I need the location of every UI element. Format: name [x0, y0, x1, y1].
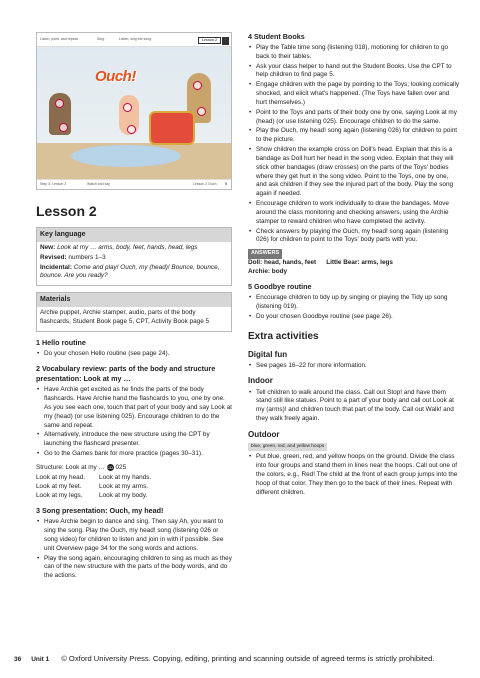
section-song-title: 3 Song presentation: Ouch, my head!: [36, 506, 164, 516]
digital-fun-list: [248, 362, 460, 371]
thumb-footer-right: Lesson 2 Ouch: [193, 182, 217, 186]
thumb-answer-circle: [127, 125, 136, 134]
thumb-answer-circle: [197, 107, 206, 116]
section-vocab-list: [36, 386, 232, 459]
section-goodbye-title: 5 Goodbye routine: [248, 282, 312, 292]
copyright-notice: © Oxford University Press. Copying, editing, printing and scanning outside of agreed terms is strictly prohibited.: [61, 654, 435, 663]
thumb-drum: [149, 111, 195, 145]
thumb-footer-num: 5: [225, 182, 227, 186]
thumb-answer-circle: [55, 99, 64, 108]
list-item: • Play the Ouch, my head! song again (listening 026) for children to point to the picture.: [248, 127, 460, 145]
outdoor-list: [248, 453, 460, 497]
list-item: • Engage children with the page by pointing to the Toys; looking comically shocked, and elicit what's happened. (The Toys have fallen over and hurt themselves.): [248, 81, 460, 107]
thumb-header-right: Listen, sing the song.: [119, 37, 153, 41]
answers-line: Archie: body: [248, 267, 288, 275]
list-item: • Encourage children to work individually to draw the bandages. Move around the class monitoring and checking answers, using the Archie stamper to reward children who have completed the activity.: [248, 200, 460, 226]
thumb-header-left: Listen, point, and repeat.: [40, 37, 79, 41]
page-footer: [14, 654, 474, 665]
thumb-ouch-title: Ouch!: [95, 68, 136, 85]
materials-box: [36, 292, 232, 331]
list-item: • Encourage children to tidy up by singing or playing the Tidy up song (listening 019).: [248, 294, 460, 312]
materials-title: Materials: [37, 293, 231, 307]
unit-label: Unit 1: [31, 656, 50, 663]
indoor-list: [248, 389, 460, 424]
list-item: • Play the song again, encouraging children to sing as much as they can of the new structure with the parts of the body words, and do the actions.: [36, 555, 232, 581]
thumb-rug: [71, 145, 181, 167]
thumb-answer-circle: [193, 81, 202, 90]
page-number: 36: [14, 656, 22, 663]
list-item: • Have Archie begin to dance and sing. Then say Ah, you want to sing the song. Play the Ouch, my head! song (listening 026 or song video) for children to listen and join in with if possible. See unit Overview page 34 for the song words and actions.: [36, 518, 232, 553]
key-language-incidental: Incidental: Come and play! Ouch, my (head)! Bounce, bounce, bounce. Are you ready?: [40, 263, 220, 280]
section-song-list: [36, 518, 232, 581]
key-language-revised: Revised: numbers 1–3: [40, 253, 106, 261]
section-vocab-title: 2 Vocabulary review: parts of the body and structure presentation: Look at my …: [36, 364, 216, 384]
structure-block: [36, 464, 232, 501]
list-item: • Tell children to walk around the class. Call out Stop! and have them stand still like statues. Point to a part of your body and call out Look at my (arms)! and children touch that part of the body. Call out Walk! and they walk freely again.: [248, 389, 460, 424]
list-item: • See pages 16–22 for more information.: [248, 362, 460, 371]
answers-badge: ANSWERS: [248, 249, 282, 259]
student-book-thumbnail: [36, 32, 232, 190]
structure-table: Look at my head. Look at my hands. Look at my feet. Look at my arms. Look at my legs. Look at my body.: [36, 473, 152, 499]
digital-fun-title: Digital fun: [248, 349, 288, 359]
thumb-footer-bar: [37, 179, 231, 189]
answers-line: Doll: head, hands, feet Little Bear: arms, legs: [248, 258, 393, 266]
list-item: • Do your chosen Goodbye routine (see page 26).: [248, 313, 460, 322]
key-language-new: New: Look at my … arms, body, feet, hands, head, legs: [40, 243, 198, 251]
outdoor-materials-tag: blue, green, red, and yellow hoops: [248, 443, 327, 452]
list-item: • Alternatively, introduce the new structure using the CPT by launching the flashcard presenter.: [36, 431, 232, 449]
list-item: • Put blue, green, red, and yellow hoops on the ground. Divide the class into four groups and stand them in lines near the hoops. Call out one of the colors, e.g., Red! The child at the front of each group jumps into the hoop of that color. They then go to the back of their lines. Repeat with different children.: [248, 453, 460, 497]
list-item: • Play the Table time song (listening 018), motioning for children to go back to their tables.: [248, 44, 460, 62]
section-student-books-title: 4 Student Books: [248, 32, 305, 41]
left-column: [36, 32, 232, 582]
list-item: • Have Archie get excited as he finds the parts of the body flashcards. Have Archie hand the flashcards to you, one by one. As you see each one, touch that part of your body and say Look at my (head) (or use listening 025). Encourage children to do the same and repeat.: [36, 386, 232, 430]
list-item: • Point to the Toys and parts of their body one by one, saying Look at my (head) (or use listening 025). Encourage children to do the same.: [248, 109, 460, 127]
section-goodbye-list: [248, 294, 460, 321]
materials-text: Archie puppet, Archie stamper, audio, parts of the body flashcards, Student Book page 5, CPT, Activity Book page 5: [40, 308, 210, 325]
thumb-footer-left: Step 3: Lesson 2: [40, 182, 67, 186]
thumb-footer-mid: Watch and say: [87, 182, 111, 186]
thumb-header-bar: [37, 33, 231, 47]
list-item: • Go to the Games bank for more practice (pages 30–31).: [36, 450, 232, 459]
extra-activities-title: Extra activities: [248, 330, 319, 342]
thumb-answer-circle: [59, 123, 68, 132]
structure-track: 025: [115, 464, 127, 472]
outdoor-title: Outdoor: [248, 429, 280, 439]
list-item: • Ask your class helper to hand out the Student Books. Use the CPT to help children to find page 5.: [248, 63, 460, 81]
section-student-books-list: [248, 44, 460, 245]
list-item: • Check answers by playing the Ouch, my head! song again (listening 026) for children to point to the Toys' body parts with you.: [248, 228, 460, 246]
thumb-header-mid: Sing.: [97, 37, 105, 41]
cd-icon: CD: [107, 464, 114, 470]
right-column: [248, 32, 460, 499]
list-item: • Show children the example cross on Doll's head. Explain that this is a bandage as Doll hurt her head in the song video. Explain that they will stick other bandages (draw crosses) on the parts of the Toys' bodies where they get hurt in the song video. Point to the Toys, one by one, and ask children if they see the injured part of the body. Play the song again if needed.: [248, 146, 460, 199]
section-hello-title: 1 Hello routine: [36, 337, 86, 347]
thumb-answer-circle: [123, 103, 132, 112]
thumb-page-num: 1: [222, 37, 229, 45]
lesson-title: Lesson 2: [36, 203, 97, 219]
structure-title: Structure: Look at my … CD 025: [36, 464, 127, 472]
section-hello-list: [36, 350, 232, 359]
list-item: • Do your chosen Hello routine (see page 24).: [36, 350, 232, 359]
thumb-lesson-tag: Lesson 2: [198, 37, 221, 44]
indoor-title: Indoor: [248, 376, 273, 386]
key-language-title: Key language: [37, 228, 231, 242]
key-language-box: [36, 227, 232, 286]
